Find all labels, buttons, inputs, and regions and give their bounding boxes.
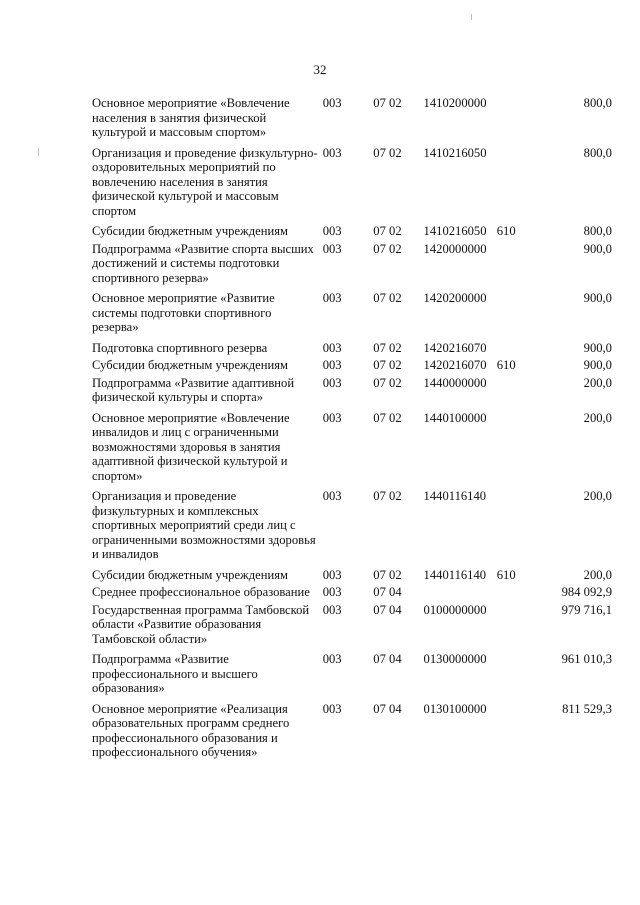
row-admin-code: 003 — [322, 241, 342, 256]
row-expense-type: 610 — [496, 567, 516, 582]
row-sum: 800,0 — [583, 224, 612, 238]
row-sum: 900,0 — [583, 340, 612, 355]
row-admin-code: 003 — [322, 602, 342, 617]
row-section-code: 07 02 — [373, 241, 402, 256]
row-name: Организация и проведение физкультурных и комплексных спортивных мероприятий среди лиц с ограниченными возможностями здоровья и инвалидов — [92, 489, 316, 561]
row-section-code: 07 02 — [373, 489, 402, 503]
row-admin-code: 003 — [322, 410, 342, 425]
row-sum: 811 529,3 — [562, 701, 612, 716]
row-section-code: 07 02 — [373, 224, 402, 238]
table-row — [92, 568, 612, 583]
row-admin-code: 003 — [322, 652, 342, 666]
table-row — [92, 411, 612, 484]
row-section-code: 07 02 — [373, 145, 402, 160]
row-section-code: 07 04 — [373, 652, 402, 666]
table-row — [92, 224, 612, 239]
page-number: 32 — [313, 62, 327, 77]
row-section-code: 07 02 — [373, 358, 402, 372]
table-row — [92, 341, 612, 356]
table-row — [92, 376, 612, 405]
scan-mark — [38, 148, 39, 156]
table-row — [92, 489, 612, 562]
row-name: Организация и проведение физкультурно-оздоровительных мероприятий по вовлечению населения в занятия физической культурой и массовым спортом — [92, 145, 318, 218]
row-target-code: 0130000000 — [423, 652, 487, 666]
table-row — [92, 652, 612, 696]
row-admin-code: 003 — [322, 701, 342, 716]
row-target-code: 1440100000 — [423, 410, 487, 425]
row-name: Среднее профессиональное образование — [92, 585, 310, 599]
row-target-code: 1440116140 — [423, 489, 487, 503]
table-row — [92, 146, 612, 219]
row-name: Подготовка спортивного резерва — [92, 340, 268, 355]
row-target-code: 1420216070 — [423, 358, 487, 372]
table-row — [92, 242, 612, 286]
row-name: Основное мероприятие «Вовлечение инвалидов и лиц с ограниченными возможностями здоровья в занятия адаптивной физической культурой и спортом» — [92, 410, 290, 483]
row-target-code: 0130100000 — [423, 701, 487, 716]
row-name: Субсидии бюджетным учреждениям — [92, 567, 288, 582]
row-name: Основное мероприятие «Вовлечение населения в занятия физической культурой и массовым спортом» — [92, 96, 290, 139]
row-admin-code: 003 — [322, 291, 342, 305]
row-name: Основное мероприятие «Реализация образовательных программ среднего профессионального образования и профессионального обучения» — [92, 701, 290, 759]
row-section-code: 07 02 — [373, 375, 402, 390]
row-section-code: 07 02 — [373, 340, 402, 355]
row-target-code: 0100000000 — [423, 602, 487, 617]
row-admin-code: 003 — [322, 585, 342, 599]
row-sum: 900,0 — [583, 241, 612, 256]
row-section-code: 07 02 — [373, 291, 402, 305]
row-target-code: 1410200000 — [423, 96, 487, 110]
row-sum: 900,0 — [583, 291, 612, 305]
table-row — [92, 585, 612, 600]
row-target-code: 1420000000 — [423, 241, 487, 256]
row-sum: 984 092,9 — [561, 585, 612, 599]
row-section-code: 07 02 — [373, 410, 402, 425]
row-sum: 200,0 — [583, 375, 612, 390]
row-sum: 900,0 — [583, 358, 612, 372]
row-section-code: 07 04 — [373, 585, 402, 599]
row-name: Подпрограмма «Развитие спорта высших достижений и системы подготовки спортивного резерва» — [92, 241, 314, 285]
row-name: Основное мероприятие «Развитие системы подготовки спортивного резерва» — [92, 291, 275, 334]
row-name: Подпрограмма «Развитие профессионального и высшего образования» — [92, 652, 258, 695]
row-admin-code: 003 — [322, 375, 342, 390]
row-sum: 800,0 — [583, 145, 612, 160]
row-name: Подпрограмма «Развитие адаптивной физической культуры и спорта» — [92, 375, 295, 404]
row-name: Субсидии бюджетным учреждениям — [92, 358, 288, 372]
row-expense-type: 610 — [496, 358, 516, 372]
row-name: Субсидии бюджетным учреждениям — [92, 224, 288, 238]
row-target-code: 1420216070 — [423, 340, 487, 355]
row-admin-code: 003 — [322, 489, 342, 503]
row-admin-code: 003 — [322, 340, 342, 355]
row-expense-type: 610 — [496, 224, 516, 238]
row-sum: 800,0 — [583, 96, 612, 110]
row-section-code: 07 02 — [373, 567, 402, 582]
scan-mark — [471, 14, 472, 20]
row-section-code: 07 04 — [373, 701, 402, 716]
row-sum: 200,0 — [583, 567, 612, 582]
table-row — [92, 358, 612, 373]
row-section-code: 07 04 — [373, 602, 402, 617]
row-sum: 961 010,3 — [561, 652, 612, 666]
row-sum: 200,0 — [583, 489, 612, 503]
table-row — [92, 96, 612, 140]
row-sum: 200,0 — [583, 410, 612, 425]
row-name: Государственная программа Тамбовской области «Развитие образования Тамбовской области» — [92, 602, 310, 646]
row-admin-code: 003 — [322, 358, 342, 372]
row-target-code: 1420200000 — [423, 291, 487, 305]
table-row — [92, 702, 612, 760]
row-target-code: 1410216050 — [423, 145, 487, 160]
table-row — [92, 603, 612, 647]
row-admin-code: 003 — [322, 224, 342, 238]
row-sum: 979 716,1 — [561, 602, 612, 617]
row-section-code: 07 02 — [373, 96, 402, 110]
table-row — [92, 291, 612, 335]
budget-table — [92, 96, 612, 760]
row-target-code: 1440116140 — [423, 567, 487, 582]
row-admin-code: 003 — [322, 96, 342, 110]
row-admin-code: 003 — [322, 567, 342, 582]
row-target-code: 1440000000 — [423, 375, 487, 390]
row-admin-code: 003 — [322, 145, 342, 160]
row-target-code: 1410216050 — [423, 224, 487, 238]
